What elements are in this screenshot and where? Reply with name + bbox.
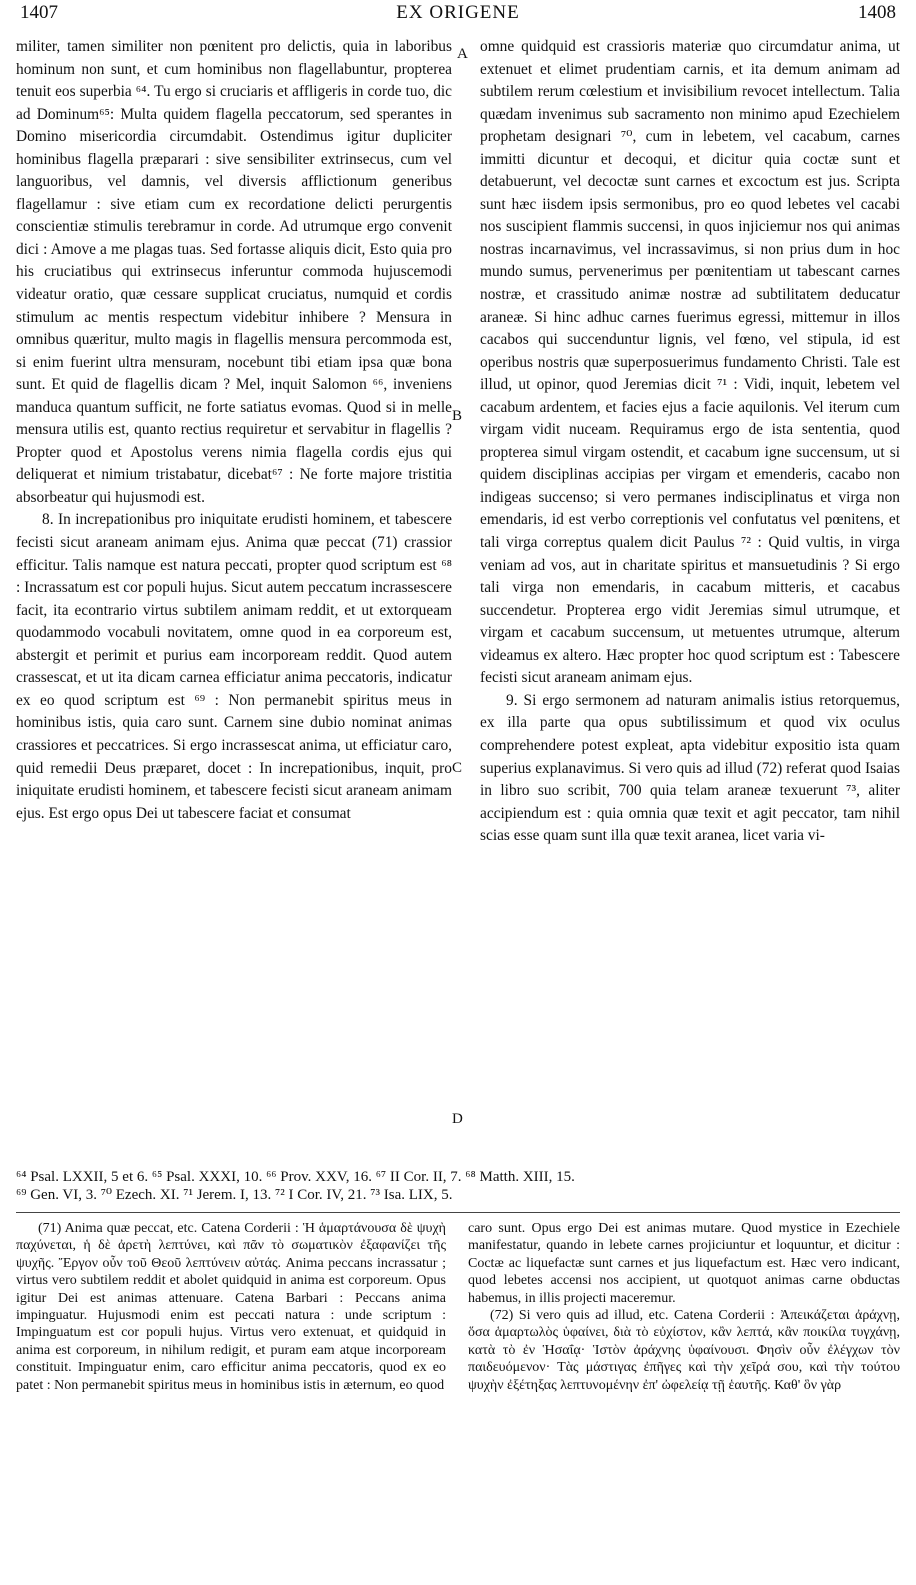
margin-letter-c: C bbox=[452, 760, 463, 776]
margin-letter-a: A bbox=[457, 46, 468, 62]
footnote-divider bbox=[16, 1212, 900, 1213]
paragraph-section-9: 9. Si ergo sermonem ad naturam animalis istius retorquemus, ex illa parte qua opus subtilissimum et quod vix oculus comprehendere potest expleat, apta videbitur expositio ista quam superius explanavimus. Si vero quis ad illud (72) referat quod Isaias in libro suo scribit, 700 quia telam araneæ texuerunt ⁷³, aliter accipiendum est : quia omnia quæ texit et agit peccator, tam nihil scias esse quam sunt illa quæ texit aranea, licet varia vi- bbox=[480, 691, 900, 845]
running-title: EX ORIGENE bbox=[396, 2, 520, 23]
running-header bbox=[20, 2, 896, 28]
scripture-references bbox=[16, 1168, 900, 1204]
page-number-left: 1407 bbox=[20, 2, 58, 23]
paragraph: omne quidquid est crassioris materiæ quo circumdatur anima, ut extenuet et elimet prudentiam carnis, et ita demum animam ad subtilem rerum cœlestium et invisibilium revocet intellectum. Talia quædam invenimus sub sacramento non minimo apud Ezechielem prophetam designari ⁷⁰, cum in lebetem, vel cacabum, carnes immitti dicuntur et decoqui, et dicitur quia coctæ sunt et detabuerunt, vel decoctæ sunt carnes et excoctum est jus. Scripta sunt hæc iisdem ipsis sermonibus, pro eo quod lebetes vel cacabi nos suscipient flammis succensi, in quos injiciemur nos qui animas nostras incarnavimus, vel incrassavimus, si non prius dum in hoc mundo sumus, pervenerimus per pœnitentiam ut tabescant carnes nostræ, et crassitudo animæ nostræ ad subtilitatem deducatur araneæ. Si hinc adhuc carnes fuerimus egressi, mittemur in illos cacabos qui succenduntur lignis, vel fœno, vel stipula, id est operibus nostris quæ superposuerimus fundamento Christi. Tale est illud, ut opinor, quod Jeremias dicit ⁷¹ : Vidi, inquit, lebetem vel cacabum ardentem, et facies ejus a facie aquilonis. Vel iterum cum virgam vidit nuceam. Requiramus ergo de ista sententia, quod propterea simul virgam ostendit, et cacabum igne succensum, ut si quidem disciplinas accipias per virgam et emenderis, cacabo non indigeas succenso; si vero permanes indisciplinatus et virga non emendaris, id est verbo correptionis vel confutatus vel pœnitens, et tali virga correptus qualem dicit Paulus ⁷² : Quid vultis, in virga veniam ad vos, aut in charitate spiritus et mansuetudinis ? Si ergo tali virga non emendaris, in cacabum mitteris, et cacabus succendetur. Propterea ergo vidit Jeremias simul utrumque, et virgam et cacabum succensum, ut metuentes utrumque, alterum videamus ex altero. Hæc propter hoc quod scriptum est : Tabescere fecisti sicut araneam animam ejus. bbox=[480, 38, 900, 687]
editorial-notes-left bbox=[16, 1220, 446, 1394]
note-continuation: caro sunt. Opus ergo Dei est animas mutare. Quod mystice in Ezechiele manifestatur, quando in lebete carnes projiciuntur et loquuntur, et dicitur : Coctæ ac liquefactæ sunt carnes et jus liquefactum est. Hæc vero indicant, quod lebetes accensi nos accipient, ut quotquot animas carne obductas habemus, in illis projecti maceremur. bbox=[468, 1221, 900, 1306]
margin-letter-b: B bbox=[452, 408, 463, 424]
editorial-notes-right bbox=[468, 1220, 900, 1394]
note-71: (71) Anima quæ peccat, etc. Catena Corderii : Ἡ ἁμαρτάνουσα δὲ ψυχὴ παχύνεται, ἡ δὲ ἀρετὴ λεπτύνει, καὶ πᾶν τὸ σωματικὸν ἐξαφανίζει τῆς ψυχῆς. Ἔργον οὖν τοῦ Θεοῦ λεπτύνειν αὐτάς. Anima peccans incrassatur ; virtus vero subtilem reddit et abolet quidquid in anima est corporeum. Opus igitur Dei est animas attenuare. Catena Barbari : Peccans anima impinguatur. Hujusmodi enim est peccati natura : unde scriptum : Impinguatum est cor populi hujus. Virtus vero extenuat, et quidquid in anima est corporeum, in nihilum redigit, et puram eam atque incorpoream constituit. Impinguatur enim, caro efficitur anima peccatoris, quod ex eo patet : Non permanebit spiritus meus in hominibus istis in æternum, eo quod bbox=[16, 1221, 446, 1393]
page-number-right: 1408 bbox=[858, 2, 896, 23]
left-text-column bbox=[16, 36, 452, 825]
paragraph-section-8: 8. In increpationibus pro iniquitate erudisti hominem, et tabescere fecisti sicut araneam animam ejus. Anima quæ peccat (71) crassior efficitur. Talis namque est natura peccati, propter quod scriptum est ⁶⁸ : Incrassatum est cor populi hujus. Sicut autem peccatum incrassescere facit, ita econtrario virtus subtilem animam reddit, et ut extorqueam quodammodo vocabuli novitatem, omne quod in ea corporeum est, abstergit et perimit et purius eam incorpoream reddit. Quod autem crassescat, et ut ita dicam carnea efficiatur anima peccatoris, indicatur ex eo quod scriptum est ⁶⁹ : Non permanebit spiritus meus in hominibus istis, quia caro sunt. Carnem sine dubio nominat animas crassiores et peccatrices. Si ergo incrassescat anima, ut efficiatur caro, quid remedii Deus præparet, docet : In increpationibus, inquit, pro iniquitate erudisti hominem, et tabescere fecisti sicut araneam animam ejus. Est ergo opus Dei ut tabescere faciat et consumat bbox=[16, 511, 452, 822]
reference-line: ⁶⁴ Psal. LXXII, 5 et 6. ⁶⁵ Psal. XXXI, 10. ⁶⁶ Prov. XXV, 16. ⁶⁷ II Cor. II, 7. ⁶⁸ Matth. XIII, 15. bbox=[16, 1169, 575, 1185]
paragraph: militer, tamen similiter non pœnitent pro delictis, quia in laboribus hominum non sunt, et cum hominibus non flagellabuntur, propterea tenuit eos superbia ⁶⁴. Tu ergo si cruciaris et affligeris in corde tuo, dic ad Dominum⁶⁵: Multa quidem flagella peccatorum, sed sperantes in Domino misericordia circumdabit. Ostendimus igitur dupliciter hominibus flagella præparari : sive sensibiliter extrinsecus, cum vel languoribus, vel damnis, vel diversis afflictionum generibus flagellamur : sive etiam cum ex recordatione delicti perurgentis conscientiæ stimulis terebramur in corde. Ad utrumque ergo convenit dici : Amove a me plagas tuas. Sed fortasse aliquis dicit, Esto quia pro his cruciatibus qui extrinsecus inferuntur commoda hujuscemodi videatur oratio, quæ cessare supplicat cruciatus, numquid et cordis stimulum ac mentis respectum videbitur inhibere ? Mensura in omnibus quæritur, multo magis in flagellis mensura percommoda est, si enim fuerint ultra mensuram, nocebunt tibi etiam ipsa quæ bona sunt. Et quid de flagellis dicam ? Mel, inquit Salomon ⁶⁶, inveniens manduca quantum sufficit, ne forte satiatus evomas. Quod si in melle mensura utilis est, quanto rectius requiretur et servabitur in flagellis ? Propter quod et Apostolus verens nimia flagella cordis ejus qui deliquerat et nimium tristabatur, dicebat⁶⁷ : Ne forte majore tristitia absorbeatur qui hujusmodi est. bbox=[16, 38, 452, 506]
reference-line: ⁶⁹ Gen. VI, 3. ⁷⁰ Ezech. XI. ⁷¹ Jerem. I, 13. ⁷² I Cor. IV, 21. ⁷³ Isa. LIX, 5. bbox=[16, 1187, 453, 1203]
margin-letter-d: D bbox=[452, 1111, 463, 1127]
note-72: (72) Si vero quis ad illud, etc. Catena Corderii : Ἀπεικάζεται ἀράχνῃ, ὅσα ἁμαρτωλὸς ὑφαίνει, διὰ τὸ εὐχίστον, κἂν λεπτά, κἂν ποικίλα τυγχάνῃ, κατὰ τὸ ἐν Ἡσαΐᾳ· Ἱστὸν ἀράχνης ὑφαίνουσι. Φησὶν οὖν ἐλέγχων τὸν παιδευόμενον· Τὰς μάστιγας ἐπῆγες καὶ τὴν χεῖρά σου, καὶ τὴν τούτου ψυχὴν ἐξέτηξας λεπτυνομένην ἐπ' ὠφελείᾳ τῇ ἑαυτῆς. Καθ' ὃν γὰρ bbox=[468, 1308, 900, 1393]
right-text-column bbox=[480, 36, 900, 848]
